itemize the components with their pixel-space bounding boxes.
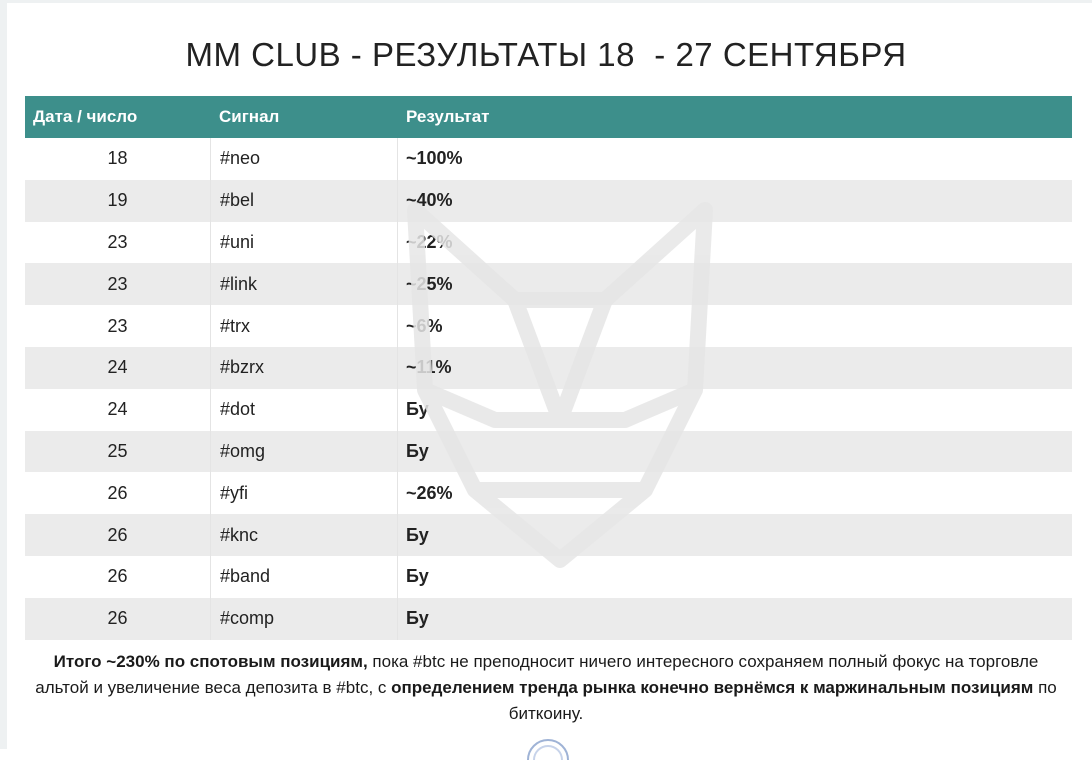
cell-result: ~6% — [406, 315, 443, 336]
header-result: Результат — [406, 107, 490, 126]
cell-signal: #band — [211, 556, 398, 598]
table-row — [25, 347, 1072, 389]
cell-date: 18 — [25, 138, 211, 180]
cell-date: 23 — [25, 305, 211, 347]
cell-signal: #uni — [211, 222, 398, 264]
table-row — [25, 472, 1072, 514]
cell-date: 19 — [25, 180, 211, 222]
summary-text-1: пока #btc не преподносит ничего интересного сохраняем полный фокус на торговле альтой и увеличение веса депозита в #btc, с — [35, 652, 1039, 697]
cell-result: Бу — [406, 524, 429, 545]
table-row — [25, 598, 1072, 640]
cell-signal: #omg — [211, 431, 398, 473]
cell-result: Бу — [406, 440, 429, 461]
cell-result: Бу — [406, 566, 429, 587]
cell-date: 26 — [25, 598, 211, 640]
left-edge — [0, 0, 7, 749]
cell-signal: #bzrx — [211, 347, 398, 389]
header-date: Дата / число — [33, 107, 138, 126]
cell-signal: #bel — [211, 180, 398, 222]
cell-signal: #trx — [211, 305, 398, 347]
results-table — [25, 96, 1072, 640]
table-row — [25, 389, 1072, 431]
cell-result: ~25% — [406, 273, 453, 294]
table-row — [25, 138, 1072, 180]
table-row — [25, 222, 1072, 264]
cell-date: 26 — [25, 556, 211, 598]
cell-date: 24 — [25, 389, 211, 431]
table-body — [25, 138, 1072, 640]
circle-logo-icon — [526, 738, 570, 760]
table-row — [25, 431, 1072, 473]
header-signal: Сигнал — [219, 107, 280, 126]
cell-result: Бу — [406, 608, 429, 629]
cell-date: 25 — [25, 431, 211, 473]
cell-date: 23 — [25, 263, 211, 305]
table-row — [25, 556, 1072, 598]
cell-result: Бу — [406, 399, 429, 420]
cell-date: 23 — [25, 222, 211, 264]
table-header — [25, 96, 1072, 138]
cell-signal: #comp — [211, 598, 398, 640]
table-row — [25, 305, 1072, 347]
cell-signal: #neo — [211, 138, 398, 180]
summary-text-2: по биткоину. — [508, 678, 1057, 723]
summary-bold-2: определением тренда рынка конечно вернёмся к маржинальным позициям — [391, 678, 1034, 697]
table-row — [25, 180, 1072, 222]
cell-result: ~40% — [406, 190, 453, 211]
table-row — [25, 263, 1072, 305]
top-edge — [0, 0, 1092, 3]
table-row — [25, 514, 1072, 556]
summary-bold-1: Итого ~230% по спотовым позициям, — [53, 652, 368, 671]
cell-signal: #knc — [211, 514, 398, 556]
cell-signal: #dot — [211, 389, 398, 431]
page-title: MM CLUB - РЕЗУЛЬТАТЫ 18 - 27 СЕНТЯБРЯ — [185, 36, 907, 73]
summary-text — [30, 649, 1062, 727]
cell-date: 26 — [25, 514, 211, 556]
cell-signal: #yfi — [211, 472, 398, 514]
cell-date: 26 — [25, 472, 211, 514]
cell-signal: #link — [211, 263, 398, 305]
cell-result: ~11% — [406, 357, 452, 378]
cell-result: ~100% — [406, 148, 463, 169]
cell-result: ~26% — [406, 482, 453, 503]
cell-result: ~22% — [406, 231, 453, 252]
cell-date: 24 — [25, 347, 211, 389]
